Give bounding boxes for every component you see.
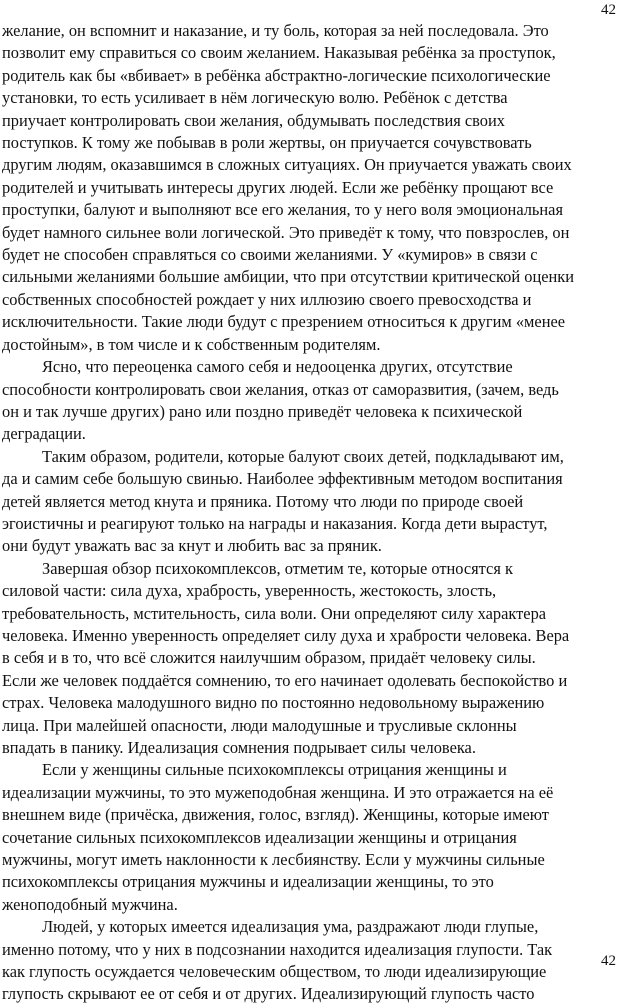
text-line: поступков. К тому же побывав в роли жертвы, он приучается сочувствовать <box>2 133 532 153</box>
paragraph-first-line: Ясно, что переоценка самого себя и недооценка других, отсутствие <box>42 357 513 377</box>
text-line: достойным», в том числе и к собственным родителям. <box>2 334 381 354</box>
text-line: требовательность, мстительность, сила воли. Они определяют силу характера <box>2 603 547 623</box>
text-line: глупость скрывают ее от себя и от других. Идеализирующий глупость часто <box>2 984 535 1004</box>
text-line: да и самим себе большую свинью. Наиболее эффективным методом воспитания <box>2 469 563 489</box>
text-line: мужчины, могут иметь наклонности к лесбиянству. Если у мужчины сильные <box>2 850 545 870</box>
text-line: внешнем виде (причёска, движения, голос, взгляд). Женщины, которые имеют <box>2 805 549 825</box>
text-line: позволит ему справиться со своим желанием. Наказывая ребёнка за проступок, <box>2 43 556 63</box>
text-line: установки, то есть усиливает в нём логическую волю. Ребёнок с детства <box>2 88 508 108</box>
text-line: проступки, балуют и выполняют все его желания, то у него воля эмоциональная <box>2 200 563 220</box>
document-body <box>2 20 600 1006</box>
text-line: женоподобный мужчина. <box>2 894 178 914</box>
text-line: он и так лучше других) рано или поздно приведёт человека к психической <box>2 401 523 421</box>
text-line: сочетание сильных психокомплексов идеализации женщины и отрицания <box>2 827 517 847</box>
text-line: исключительности. Такие люди будут с презрением относиться к другим «менее <box>2 312 566 332</box>
text-line: Если же человек поддаётся сомнению, то его начинает одолевать беспокойство и <box>2 670 568 690</box>
text-line: человека. Именно уверенность определяет силу духа и храбрости человека. Вера <box>2 625 570 645</box>
text-line: способности контролировать свои желания, отказ от саморазвития, (зачем, ведь <box>2 379 559 399</box>
text-line: деградации. <box>2 424 86 444</box>
text-line: идеализации мужчины, то это мужеподобная женщина. И это отражается на её <box>2 782 554 802</box>
paragraph-first-line: Людей, у которых имеется идеализация ума, раздражают люди глупые, <box>42 917 539 937</box>
text-line: будет не способен справляться со своими желаниями. У «кумиров» в связи с <box>2 245 538 265</box>
text-line: собственных способностей рождает у них иллюзию своего превосходства и <box>2 289 532 309</box>
page-number-bottom: 42 <box>601 953 616 969</box>
text-line: как глупость осуждается человеческим обществом, то люди идеализирующие <box>2 962 547 982</box>
paragraph-first-line: Завершая обзор психокомплексов, отметим те, которые относятся к <box>42 558 513 578</box>
paragraph-first-line: Таким образом, родители, которые балуют своих детей, подкладывают им, <box>42 446 564 466</box>
text-line: психокомплексы отрицания мужчины и идеализации женщины, то это <box>2 872 494 892</box>
text-line: лица. При малейшей опасности, люди малодушные и трусливые склонны <box>2 715 517 735</box>
text-line: эгоистичны и реагируют только на награды и наказания. Когда дети вырастут, <box>2 513 548 533</box>
text-line: детей является метод кнута и пряника. Потому что люди по природе своей <box>2 491 524 511</box>
paragraph-first-line: Если у женщины сильные психокомплексы отрицания женщины и <box>42 760 507 780</box>
text-line: сильными желаниями большие амбиции, что при отсутствии критической оценки <box>2 267 574 287</box>
text-line: будет намного сильнее воли логической. Это приведёт к тому, что повзрослев, он <box>2 222 570 242</box>
text-line: они будут уважать вас за кнут и любить вас за пряник. <box>2 536 382 556</box>
text-line: другим людям, оказавшимся в сложных ситуациях. Он приучается уважать своих <box>2 155 572 175</box>
page-number-top: 42 <box>601 2 616 18</box>
text-line: силовой части: сила духа, храбрость, уверенность, жестокость, злость, <box>2 581 497 601</box>
text-line: желание, он вспомнит и наказание, и ту боль, которая за ней последовала. Это <box>2 21 549 40</box>
text-line: родителей и учитывать интересы других людей. Если же ребёнку прощают все <box>2 177 554 197</box>
text-line: впадать в панику. Идеализация сомнения подрывает силы человека. <box>2 738 476 757</box>
text-line: приучает контролировать свои желания, обдумывать последствия своих <box>2 110 505 130</box>
text-line: страх. Человека малодушного видно по постоянно недовольному выражению <box>2 693 545 713</box>
text-line: родитель как бы «вбивает» в ребёнка абстрактно-логические психологические <box>2 65 551 85</box>
text-line: именно потому, что у них в подсознании находится идеализация глупости. Так <box>2 939 553 959</box>
text-line: в себя и в то, что всё сложится наилучшим образом, придаёт человеку силы. <box>2 648 536 668</box>
